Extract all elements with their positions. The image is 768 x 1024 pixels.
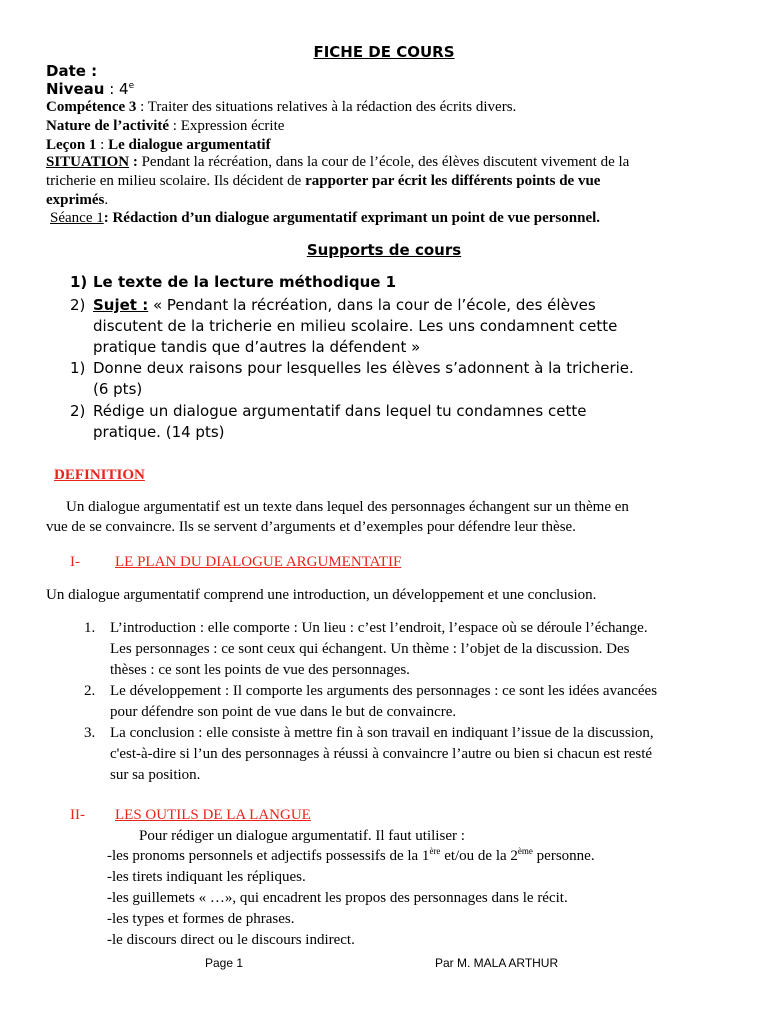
footer-page-number: Page 1: [205, 956, 244, 970]
support-item-1: 1) Le texte de la lecture méthodique 1: [70, 273, 397, 291]
definition-line-2: vue de se convaincre. Ils se servent d’arguments et d’exemples pour défendre leur thèse.: [46, 519, 576, 535]
tools-line-3: -les guillemets « …», qui encadrent les propos des personnages dans le récit.: [107, 890, 568, 906]
question-1: 1) Donne deux raisons pour lesquelles les élèves s’adonnent à la tricherie. (6 pts): [70, 359, 634, 398]
supports-heading: Supports de cours: [306, 241, 462, 259]
section-1-heading: LE PLAN DU DIALOGUE ARGUMENTATIF: [115, 554, 402, 570]
definition-line-1: Un dialogue argumentatif est un texte dans lequel des personnages échangent sur un thème en: [66, 499, 629, 515]
tools-line-2: -les tirets indiquant les répliques.: [107, 869, 306, 885]
section-2-number: II-: [70, 807, 85, 823]
support-item-2: 2) Sujet : « Pendant la récréation, dans la cour de l’école, des élèves discutent de la tricherie en milieu scolaire. Les uns condamnent cette pratique tandis que d’autres la défendent »: [70, 296, 618, 356]
plan-list-item-1: 1. L’introduction : elle comporte : Un lieu : c’est l’endroit, l’espace où se déroule l’échange. Les personnages : ce sont ceux qui échangent. Un thème : l’objet de la discussion. Des thèses : ce sont les points de vue des personnages.: [84, 620, 648, 678]
niveau-line: Niveau : 4e: [46, 80, 135, 98]
section-1-intro: Un dialogue argumentatif comprend une introduction, un développement et une conclusion.: [46, 587, 597, 603]
situation-line-1: SITUATION : Pendant la récréation, dans la cour de l’école, des élèves discutent vivement de la: [46, 154, 630, 170]
footer-author: Par M. MALA ARTHUR: [435, 956, 559, 970]
tools-line-1: -les pronoms personnels et adjectifs possessifs de la 1ère et/ou de la 2ème personne.: [107, 846, 595, 864]
section-2-heading: LES OUTILS DE LA LANGUE: [115, 807, 311, 823]
lecon-line: Leçon 1 : Le dialogue argumentatif: [46, 137, 271, 153]
question-2: 2) Rédige un dialogue argumentatif dans lequel tu condamnes cette pratique. (14 pts): [70, 402, 587, 441]
competence-line: Compétence 3 : Traiter des situations relatives à la rédaction des écrits divers.: [46, 99, 517, 115]
tools-line-4: -les types et formes de phrases.: [107, 911, 295, 927]
definition-heading: DEFINITION: [54, 467, 145, 483]
tools-line-5: -le discours direct ou le discours indirect.: [107, 932, 355, 948]
section-1-number: I-: [70, 554, 80, 570]
page-title: FICHE DE COURS: [313, 43, 455, 61]
section-2-intro: Pour rédiger un dialogue argumentatif. Il faut utiliser :: [139, 828, 465, 844]
plan-list-item-3: 3. La conclusion : elle consiste à mettre fin à son travail en indiquant l’issue de la discussion, c'est-à-dire si l’un des personnages à réussi à convaincre l’autre ou bien si chacun est resté sur sa position.: [84, 725, 654, 783]
plan-list-item-2: 2. Le développement : Il comporte les arguments des personnages : ce sont les idées avancées pour défendre son point de vue dans le but de convaincre.: [84, 683, 658, 720]
nature-line: Nature de l’activité : Expression écrite: [46, 118, 285, 134]
date-label: Date :: [46, 62, 98, 80]
situation-line-3: exprimés.: [46, 192, 109, 208]
situation-line-2: tricherie en milieu scolaire. Ils décident de rapporter par écrit les différents points de vue: [46, 173, 601, 189]
seance-line: Séance 1: Rédaction d’un dialogue argumentatif exprimant un point de vue personnel.: [50, 210, 601, 226]
